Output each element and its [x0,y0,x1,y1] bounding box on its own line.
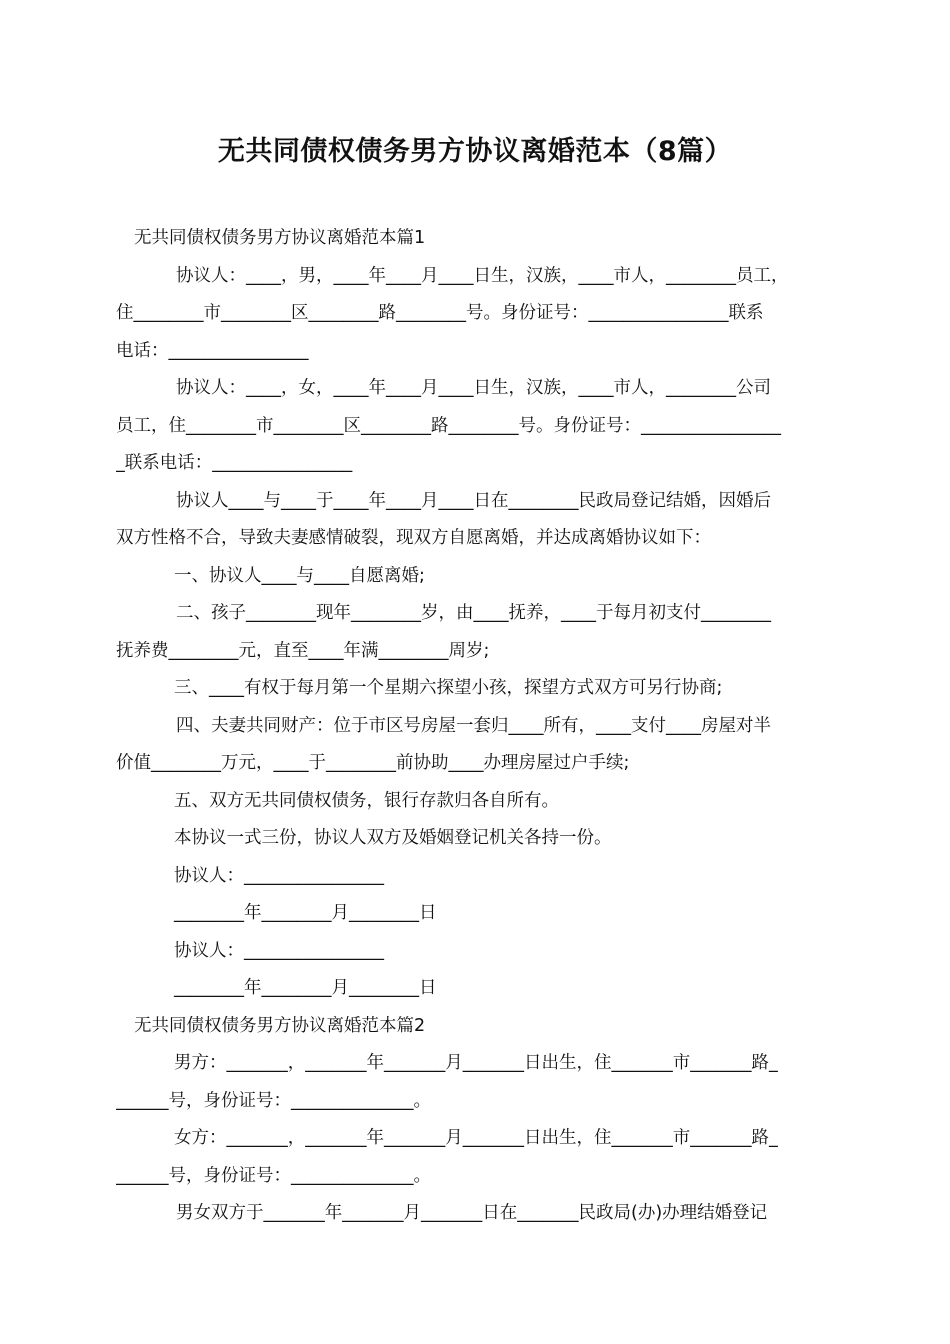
text-line: 价值________万元，____于________前协助____办理房屋过户手续; [116,753,630,773]
text-line: 协议人____与____于____年____月____日在________民政局登记结婚，因婚后 [176,490,771,511]
text-line: ______号，身份证号：______________。 [116,1090,431,1111]
text-line: 男女双方于_______年_______月_______日在_______民政局(办)办理结婚登记 [176,1203,768,1223]
text-line: 双方性格不合，导致夫妻感情破裂，现双方自愿离婚，并达成离婚协议如下： [116,528,711,548]
text-line: 一、协议人____与____自愿离婚; [174,565,425,586]
document-title: 无共同债权债务男方协议离婚范本（8篇） [217,136,733,167]
text-line: 女方：_______，_______年_______月_______日出生，住_______市_______路_ [174,1128,778,1148]
date-line: ________年________月________日 [174,903,437,923]
text-line: 抚养费________元，直至____年满________周岁; [116,640,490,661]
text-line: _联系电话：________________ [116,453,353,473]
text-line: 二、孩子________现年________岁，由____抚养，____于每月初支付________ [176,603,771,623]
text-line: 三、____有权于每月第一个星期六探望小孩，探望方式双方可另行协商; [174,678,723,698]
text-line: 协议人：____，男，____年____月____日生，汉族，____市人，________员工， [176,265,789,286]
section-heading-2: 无共同债权债务男方协议离婚范本篇2 [134,1015,426,1036]
date-line: ________年________月________日 [174,978,437,998]
text-line: 本协议一式三份，协议人双方及婚姻登记机关各持一份。 [174,828,612,848]
text-line: ______号，身份证号：______________。 [116,1165,431,1186]
text-line: 员工，住________市________区________路________号。身份证号：________________ [116,415,781,436]
signature-line: 协议人：________________ [174,865,384,886]
document-body [116,220,840,1233]
text-line: 男方：_______，_______年_______月_______日出生，住_______市_______路_ [174,1053,778,1073]
text-line: 五、双方无共同债权债务，银行存款归各自所有。 [174,790,559,811]
text-line: 电话：________________ [116,340,309,361]
signature-line: 协议人：________________ [174,940,384,961]
text-line: 协议人：____，女，____年____月____日生，汉族，____市人，________公司 [176,378,771,398]
text-line: 四、夫妻共同财产：位于市区号房屋一套归____所有，____支付____房屋对半 [176,715,771,736]
text-line: 住________市________区________路________号。身份证号：________________联系 [116,303,764,323]
section-heading-1: 无共同债权债务男方协议离婚范本篇1 [134,228,426,248]
